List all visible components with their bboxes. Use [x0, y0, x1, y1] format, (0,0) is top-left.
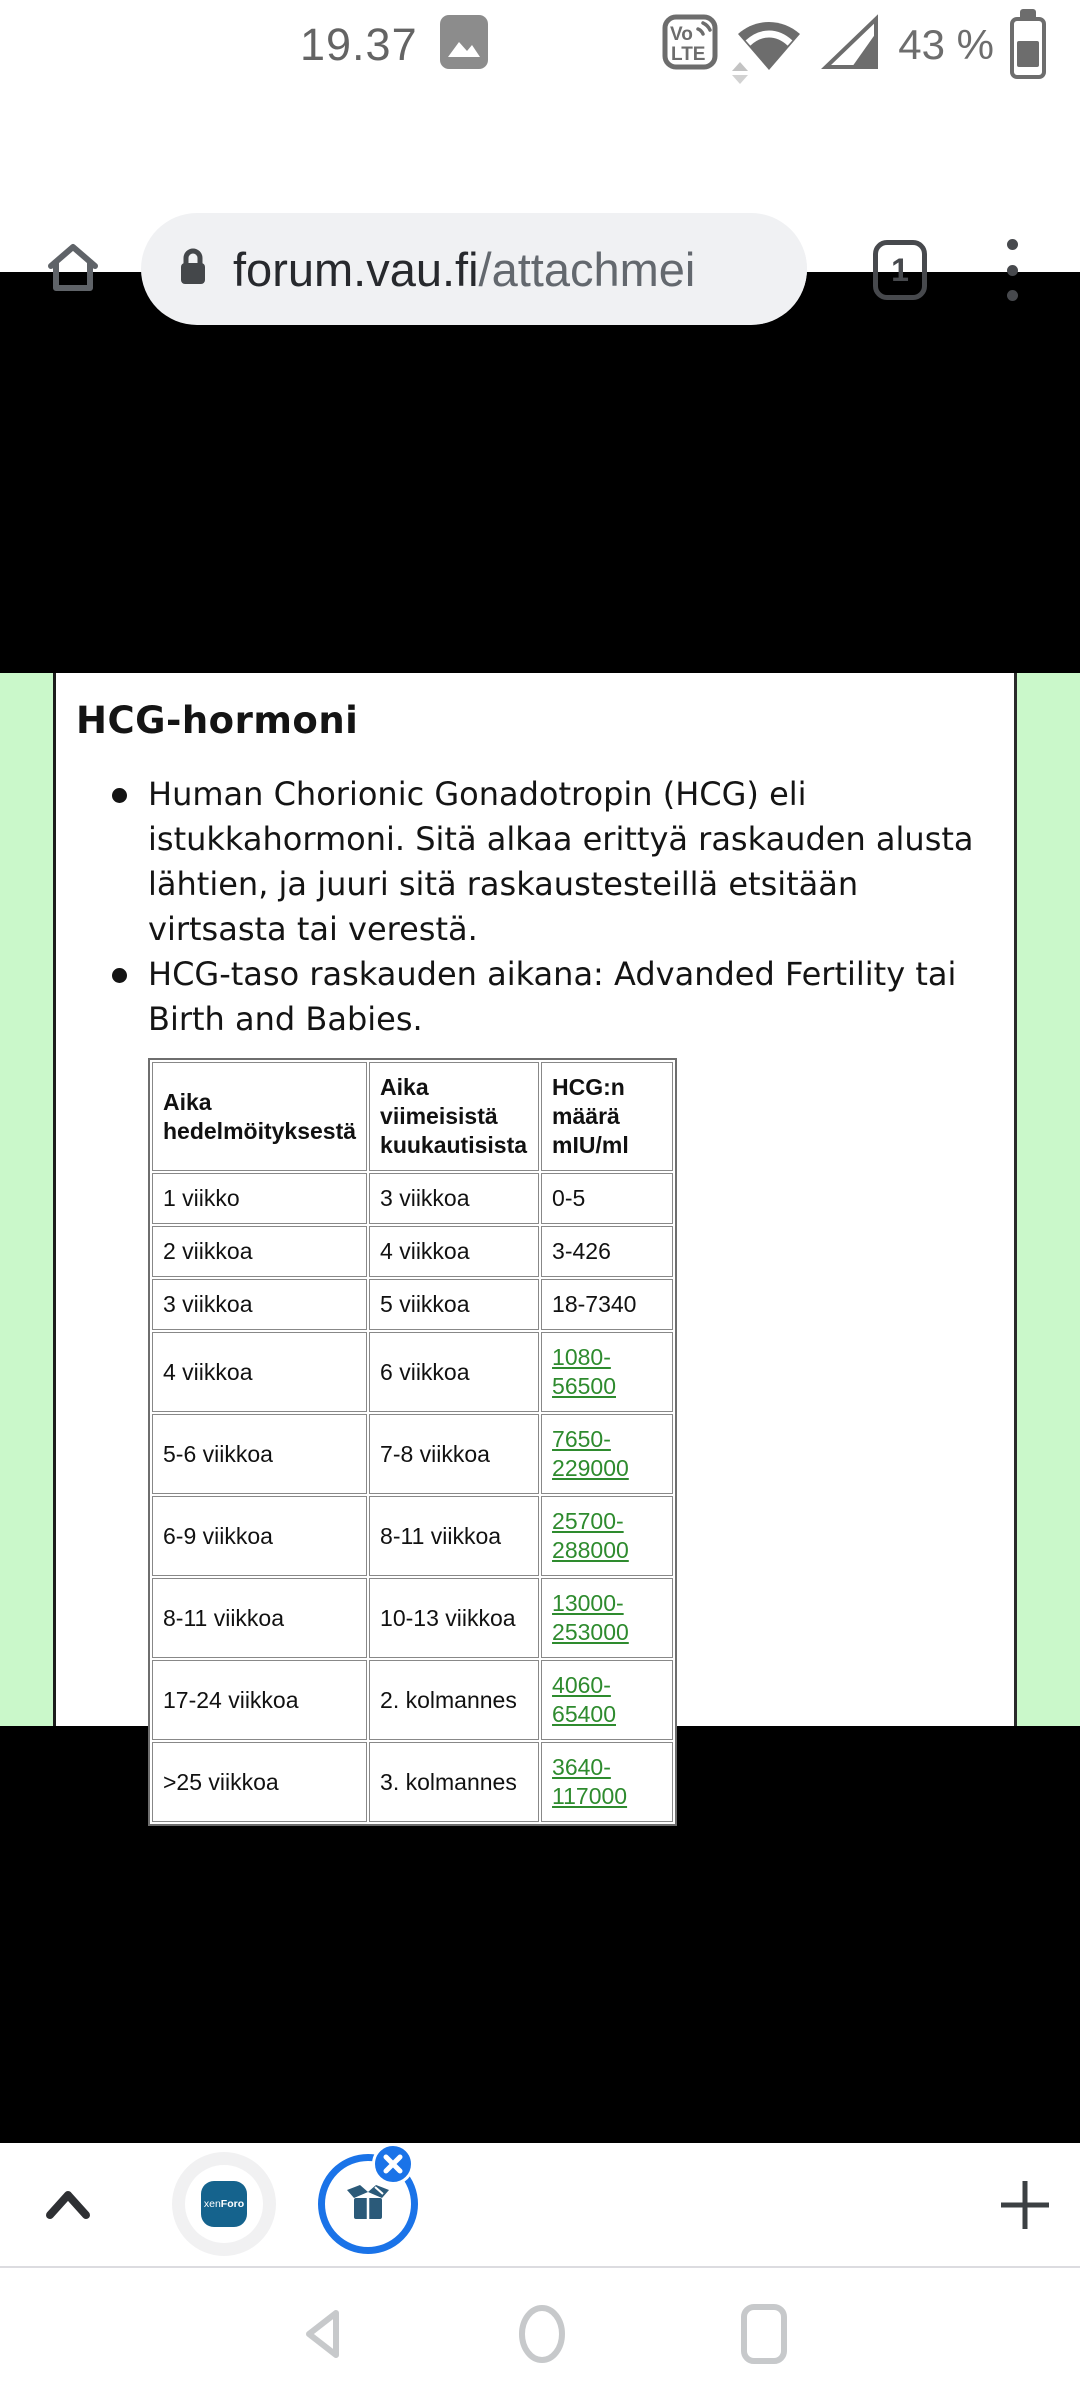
lock-icon[interactable] — [177, 247, 209, 292]
table-cell: 8-11 viikkoa — [369, 1496, 539, 1576]
table-row — [152, 1742, 673, 1822]
wifi-traffic-arrows — [732, 62, 748, 84]
url-domain: forum.vau.fi — [233, 242, 479, 296]
table-cell: 6-9 viikkoa — [152, 1496, 367, 1576]
table-row — [152, 1173, 673, 1224]
url-text — [233, 242, 695, 297]
table-cell: 5 viikkoa — [369, 1279, 539, 1330]
collapse-chevron-button[interactable] — [42, 2187, 94, 2228]
birth-and-babies-link: Birth and Babies — [148, 1000, 413, 1038]
table-cell: 17-24 viikkoa — [152, 1660, 367, 1740]
status-right-group — [662, 0, 1046, 89]
table-cell: 1 viikko — [152, 1173, 367, 1224]
hcg-table — [148, 1058, 677, 1826]
table-row — [152, 1332, 673, 1412]
table-cell: 5-6 viikkoa — [152, 1414, 367, 1494]
table-cell: 3 viikkoa — [152, 1279, 367, 1330]
close-bubble-button[interactable] — [372, 2143, 414, 2185]
page-title: HCG-hormoni — [76, 699, 359, 742]
table-header-cell: Aika hedelmöityksestä — [152, 1062, 367, 1171]
overflow-menu-button[interactable] — [1000, 239, 1024, 301]
table-cell: 18-7340 — [541, 1279, 673, 1330]
table-cell: 0-5 — [541, 1173, 673, 1224]
add-button[interactable] — [996, 2176, 1054, 2239]
svg-text:LTE: LTE — [671, 44, 706, 65]
list-item: Human Chorionic Gonadotropin (HCG) eli istukkahormoni. Sitä alkaa erittyä raskauden alusta lähtien, ja juuri sitä raskaustesteillä etsitään virtsasta tai verestä. — [76, 772, 994, 952]
hcg-range-link-cell: 4060-65400 — [541, 1660, 673, 1740]
table-cell: 3 viikkoa — [369, 1173, 539, 1224]
page-margin-right — [1017, 673, 1080, 1726]
bullet2-prefix: HCG-taso raskauden aikana: — [148, 955, 614, 993]
address-bar[interactable] — [141, 213, 807, 325]
table-cell: 6 viikkoa — [369, 1332, 539, 1412]
clock: 19.37 — [300, 18, 418, 70]
cellular-signal-icon — [820, 11, 882, 78]
hcg-table-header-row — [152, 1062, 673, 1171]
table-header-cell: HCG:n määrä mIU/ml — [541, 1062, 673, 1171]
table-row — [152, 1414, 673, 1494]
bullet2-suffix: . — [412, 1000, 423, 1038]
table-cell: 3-426 — [541, 1226, 673, 1277]
table-header-cell: Aika viimeisistä kuukautisista — [369, 1062, 539, 1171]
photo-notification-icon — [440, 15, 488, 74]
hcg-range-link-cell: 25700-288000 — [541, 1496, 673, 1576]
volte-icon — [662, 13, 718, 76]
xenforo-app-bubble[interactable] — [172, 2152, 276, 2256]
attachment-image[interactable] — [0, 673, 1080, 1809]
list-item — [76, 952, 994, 1042]
table-cell: 2 viikkoa — [152, 1226, 367, 1277]
document-panel — [53, 673, 1017, 1809]
table-cell: 4 viikkoa — [369, 1226, 539, 1277]
hcg-range-link-cell: 3640-117000 — [541, 1742, 673, 1822]
nav-home-button[interactable] — [514, 2304, 570, 2369]
table-cell: 8-11 viikkoa — [152, 1578, 367, 1658]
nav-back-button[interactable] — [294, 2304, 350, 2369]
bullet-list — [76, 772, 994, 1042]
table-row — [152, 1660, 673, 1740]
browser-toolbar — [0, 89, 1080, 296]
bullet2-middle: tai — [905, 955, 957, 993]
bottom-toolbar — [0, 2143, 1080, 2266]
table-cell: 4 viikkoa — [152, 1332, 367, 1412]
home-button[interactable] — [44, 236, 102, 294]
battery-icon — [1010, 9, 1046, 81]
tab-switcher-button[interactable]: 1 — [873, 240, 927, 300]
url-path: /attachmei — [478, 242, 696, 296]
wifi-icon — [734, 14, 804, 76]
table-cell: 10-13 viikkoa — [369, 1578, 539, 1658]
table-row — [152, 1496, 673, 1576]
page-margin-left — [0, 673, 53, 1726]
url-fade-overlay — [737, 213, 807, 325]
hcg-range-link-cell: 1080-56500 — [541, 1332, 673, 1412]
status-left-group — [300, 0, 488, 89]
hcg-range-link-cell: 13000-253000 — [541, 1578, 673, 1658]
image-letterbox-top — [0, 272, 1080, 673]
navigation-bar — [0, 2268, 1080, 2400]
table-row — [152, 1226, 673, 1277]
nav-recents-button[interactable] — [736, 2304, 792, 2369]
package-icon — [345, 2179, 391, 2230]
table-cell: >25 viikkoa — [152, 1742, 367, 1822]
table-row — [152, 1578, 673, 1658]
svg-text:Vo: Vo — [670, 24, 694, 45]
hcg-table-body — [152, 1173, 673, 1822]
table-cell: 7-8 viikkoa — [369, 1414, 539, 1494]
table-row — [152, 1279, 673, 1330]
table-cell: 3. kolmannes — [369, 1742, 539, 1822]
hcg-range-link-cell: 7650-229000 — [541, 1414, 673, 1494]
xenforo-app-icon: xen Foro — [201, 2181, 247, 2227]
battery-percent: 43 % — [898, 20, 994, 68]
status-bar — [0, 0, 1080, 89]
table-cell: 2. kolmannes — [369, 1660, 539, 1740]
advanded-fertility-link: Advanded Fertility — [614, 955, 906, 993]
